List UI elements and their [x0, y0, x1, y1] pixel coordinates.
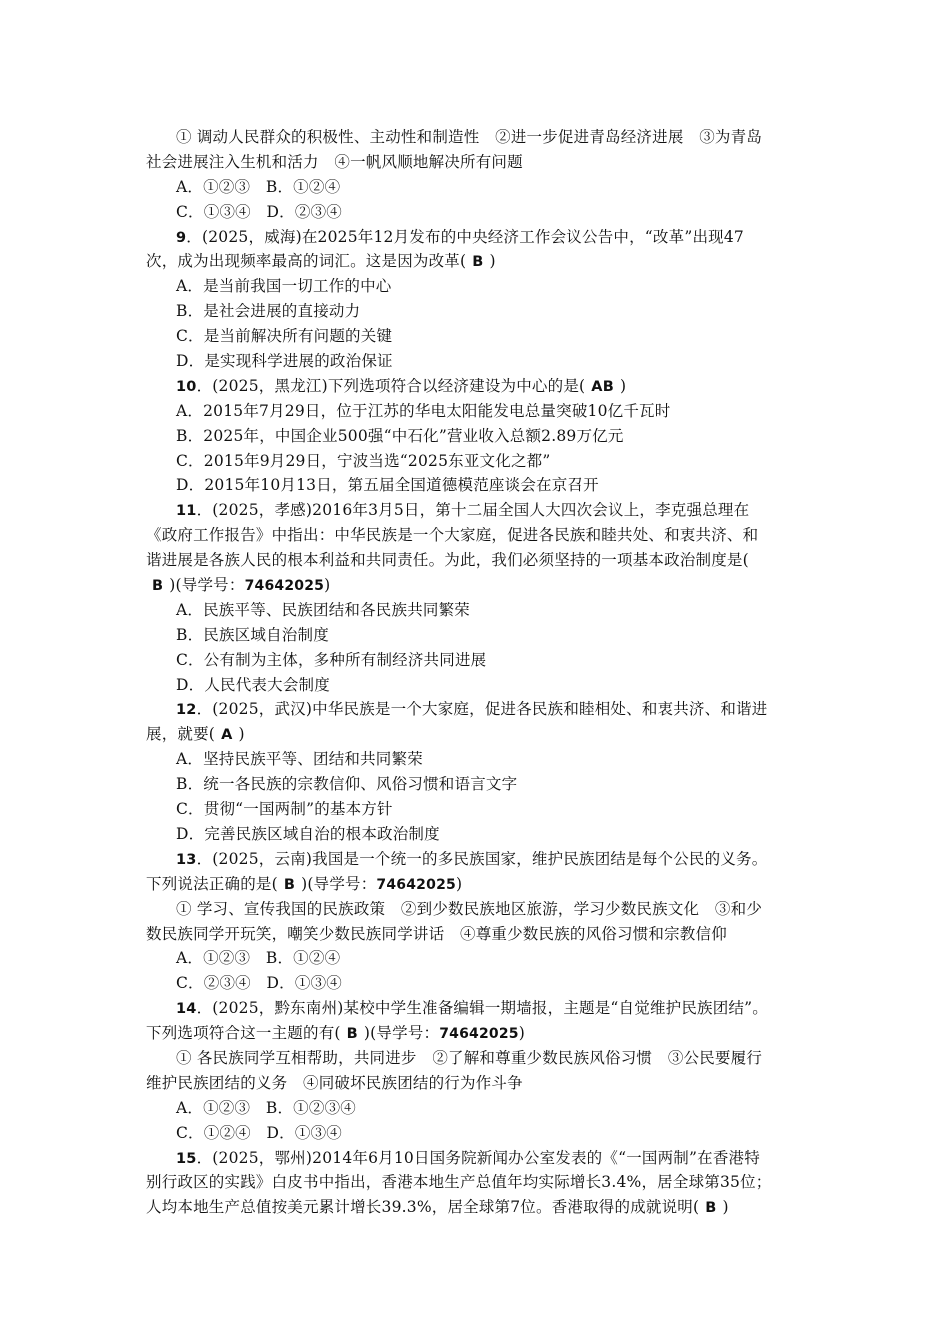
text-line: D．2015年10月13日，第五届全国道德模范座谈会在京召开 [176, 476, 599, 495]
text-line: B．是社会进展的直接动力 [176, 302, 361, 321]
question-text-block [146, 125, 814, 1220]
text-line: A．①②③ B．①②④ [176, 949, 341, 968]
text-line: 别行政区的实践》白皮书中指出，香港本地生产总值年均实际增长3.4%，居全球第35位； [146, 1173, 772, 1192]
text-line: A．坚持民族平等、团结和共同繁荣 [176, 750, 423, 769]
line-text: ) [324, 576, 331, 595]
text-line: 《政府工作报告》中指出：中华民族是一个大家庭，促进各民族和睦共处、和衷共济、和 [146, 526, 759, 545]
line-text: ) [619, 376, 627, 395]
line-text: ) [722, 1198, 729, 1217]
line-text: ．(2025，黔东南州)某校中学生准备编辑一期墙报，主题是“自觉维护民族团结”。 [196, 999, 768, 1018]
text-line: C．①②④ D．①③④ [176, 1123, 342, 1142]
answer-mark: B [283, 876, 296, 893]
text-line: 社会进展注入生机和活力 ④一帆风顺地解决所有问题 [146, 152, 523, 171]
line-text: ．(2025，威海)在2025年12月发布的中央经济工作会议公告中，“改革”出现47 [186, 227, 744, 246]
question-number: 14 [176, 1001, 197, 1018]
text-line: ① 调动人民群众的积极性、主动性和制造性 ②进一步促进青岛经济进展 ③为青岛 [176, 128, 763, 146]
answer-mark: B [472, 254, 484, 271]
text-line [146, 1021, 814, 1046]
question-number: 11 [176, 503, 197, 520]
text-line: 数民族同学开玩笑，嘲笑少数民族同学讲话 ④尊重少数民族的风俗习惯和宗教信仰 [146, 924, 727, 943]
guide-number: 74642025 [439, 1026, 519, 1043]
line-text: 下列说法正确的是( [146, 874, 278, 893]
question-number: 13 [176, 851, 197, 868]
text-line: C．公有制为主体，多种所有制经济共同进展 [176, 650, 487, 669]
line-text: ．(2025，武汉)中华民族是一个大家庭，促进各民族和睦相处、和衷共济、和谐进 [196, 700, 768, 719]
text-line [146, 225, 814, 250]
text-line: C．贯彻“一国两制”的基本方针 [176, 800, 393, 819]
text-line: B．2025年，中国企业500强“中石化”营业收入总额2.89万亿元 [176, 426, 624, 445]
line-text: 下列选项符合这一主题的有( [146, 1024, 341, 1043]
text-line [146, 722, 814, 747]
question-number: 15 [176, 1150, 197, 1167]
text-line [146, 847, 814, 872]
text-line: C．2015年9月29日，宁波当选“2025东亚文化之都” [176, 451, 551, 470]
answer-mark: B [346, 1026, 358, 1043]
text-line: ① 学习、宣传我国的民族政策 ②到少数民族地区旅游，学习少数民族文化 ③和少 [176, 899, 763, 918]
line-text: ．(2025，黑龙江)下列选项符合以经济建设为中心的是( [196, 376, 586, 395]
text-line: D．是实现科学进展的政治保证 [176, 352, 393, 371]
line-text: ) [489, 252, 496, 271]
answer-mark: B [152, 578, 164, 595]
line-text: ) [238, 725, 245, 744]
text-line [146, 249, 814, 274]
text-line [146, 498, 814, 523]
line-text: )(导学号： [363, 1024, 440, 1043]
line-text: )(导学号： [301, 874, 377, 893]
text-line: C．是当前解决所有问题的关键 [176, 327, 393, 346]
text-line: D．人民代表大会制度 [176, 675, 330, 694]
text-line: D．完善民族区域自治的根本政治制度 [176, 824, 440, 843]
line-text: ) [455, 874, 463, 893]
text-line: C．①③④ D．②③④ [176, 202, 342, 221]
text-line [146, 1195, 814, 1220]
line-text: )(导学号： [169, 576, 245, 595]
text-line [146, 996, 814, 1021]
question-number: 12 [176, 702, 197, 719]
text-line: A．民族平等、民族团结和各民族共同繁荣 [176, 600, 470, 619]
question-number: 10 [176, 378, 197, 395]
text-line: 谐进展是各族人民的根本利益和共同责任。为此，我们必须坚持的一项基本政治制度是( [146, 551, 749, 570]
answer-mark: B [705, 1200, 717, 1217]
line-text: 人均本地生产总值按美元累计增长39.3%，居全球第7位。香港取得的成就说明( [146, 1198, 700, 1217]
text-line: B．统一各民族的宗教信仰、风俗习惯和语言文字 [176, 775, 518, 794]
answer-mark: AB [591, 378, 614, 395]
text-line: B．民族区域自治制度 [176, 625, 329, 644]
text-line: A．①②③ B．①②④ [176, 177, 341, 196]
text-line: C．②③④ D．①③④ [176, 974, 342, 993]
line-text: ．(2025，鄂州)2014年6月10日国务院新闻办公室发表的《“一国两制”在香港特 [196, 1148, 760, 1167]
line-text: 次，成为出现频率最高的词汇。这是因为改革( [146, 252, 467, 271]
guide-number: 74642025 [244, 578, 325, 595]
text-line [146, 697, 814, 722]
text-line: A．是当前我国一切工作的中心 [176, 277, 392, 296]
text-line: A．①②③ B．①②③④ [176, 1098, 356, 1117]
text-line: ① 各民族同学互相帮助，共同进步 ②了解和尊重少数民族风俗习惯 ③公民要履行 [176, 1048, 763, 1067]
text-line [146, 1146, 814, 1171]
line-text: ．(2025，孝感)2016年3月5日，第十二届全国人大四次会议上，李克强总理在 [196, 501, 750, 520]
question-number: 9 [176, 229, 187, 246]
text-line: 维护民族团结的义务 ④同破坏民族团结的行为作斗争 [146, 1073, 523, 1092]
answer-mark: A [221, 727, 233, 744]
text-line: A．2015年7月29日，位于江苏的华电太阳能发电总量突破10亿千瓦时 [176, 401, 671, 420]
text-line [146, 374, 814, 399]
line-text: ．(2025，云南)我国是一个统一的多民族国家，维护民族团结是每个公民的义务。 [196, 849, 768, 868]
guide-number: 74642025 [376, 876, 456, 893]
line-text: ) [518, 1024, 525, 1043]
text-line [146, 872, 814, 897]
line-text: 展，就要( [146, 725, 216, 744]
text-line [146, 573, 814, 598]
